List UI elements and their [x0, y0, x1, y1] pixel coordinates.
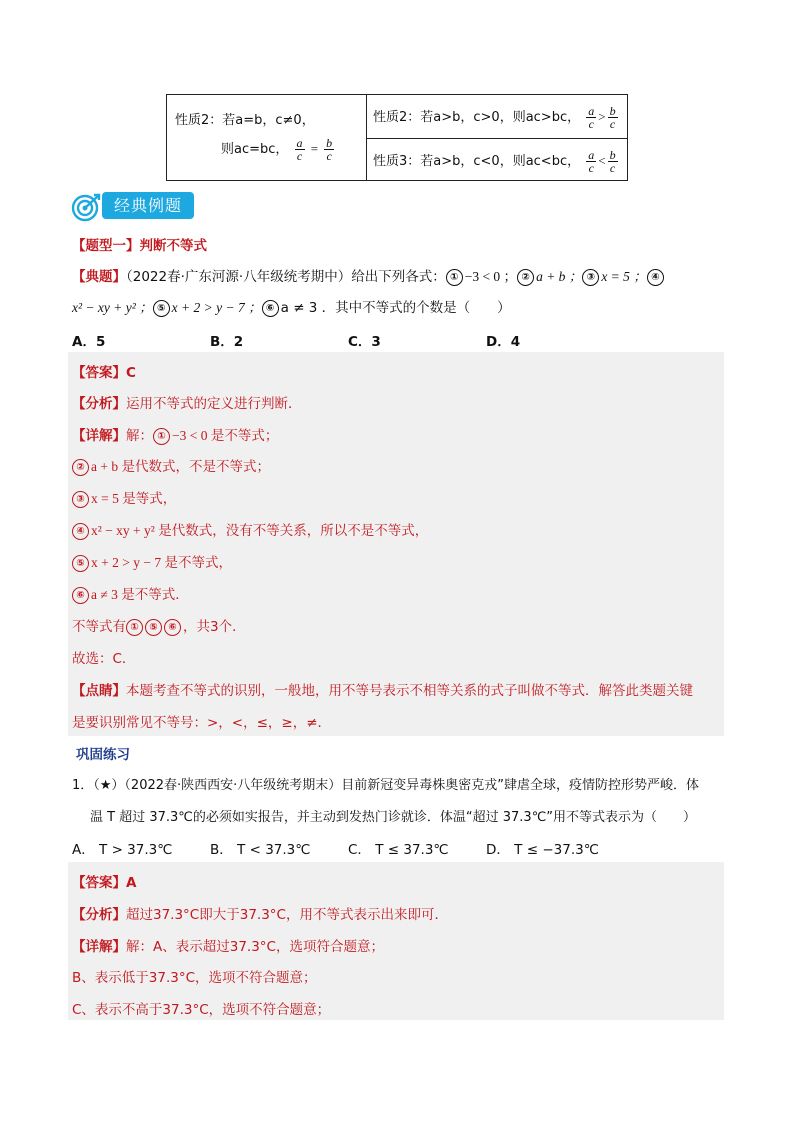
summary-1: 不等式有 ① ⑤ ⑥ ，共3个． [72, 619, 246, 635]
property-table [166, 94, 628, 181]
detail-1-item-3: ③ x = 5 是等式， [72, 487, 176, 508]
detail-2-b: B、表示低于37.3°C，选项不符合题意； [72, 970, 317, 986]
practice-q1-line-1: 1．（★）（2022春·陕西西安·八年级统考期末）目前新冠变异毒株奥密克戎”肆虐全球，疫情防控形势严峻．体 [72, 778, 700, 793]
table-right-bottom: 性质3：若a>b，c<0，则ac<bc， $\frac{a}{c}$ < $\frac{b}{c}$ [373, 148, 616, 175]
table-left-top: 性质2：若a=b，c≠0， [175, 113, 315, 128]
type-heading: 【题型一】判断不等式 [72, 238, 207, 254]
comment-1-line-2: 是要识别常见不等号：>，<，≤，≥，≠． [72, 715, 332, 731]
practice-option-a: A． T > 37.3℃ [72, 842, 173, 858]
answer-1: 【答案】C [72, 365, 136, 381]
detail-2: 【详解】解：A、表示超过37.3°C，选项符合题意； [72, 939, 384, 955]
fraction-b-over-c: $\frac{b}{c}$ [326, 136, 333, 163]
option-c: C．3 [348, 334, 381, 350]
option-a: A．5 [72, 334, 106, 350]
detail-1-item-4: ④ x² − xy + y² 是代数式，没有不等关系，所以不是不等式， [72, 519, 428, 540]
analysis-1: 【分析】运用不等式的定义进行判断． [72, 396, 302, 412]
practice-option-c: C． T ≤ 37.3℃ [348, 842, 449, 858]
example-line-1: 【典题】（2022春·广东河源·八年级统考期中）给出下列各式： ① −3 < 0 ； ② a + b ； ③ x = 5 ； ④ [72, 265, 666, 286]
detail-1-item-2: ② a + b 是代数式，不是不等式； [72, 455, 270, 476]
table-left-bottom: 则ac=bc， $\frac{a}{c}$ = $\frac{b}{c}$ [221, 136, 333, 163]
target-icon [70, 192, 102, 222]
detail-1-item-5: ⑤ x + 2 > y − 7 是不等式， [72, 551, 232, 572]
practice-option-d: D． T ≤ −37.3℃ [486, 842, 599, 858]
detail-2-c: C、表示不高于37.3°C，选项不符合题意； [72, 1002, 331, 1018]
example-line-2: x² − xy + y² ； ⑤ x + 2 > y − 7 ； ⑥ a ≠ 3 ．其中不等式的个数是（ ） [72, 300, 511, 316]
option-b: B．2 [210, 334, 244, 350]
section-banner: 经典例题 [102, 192, 194, 219]
practice-heading: 巩固练习 [76, 747, 130, 763]
practice-option-b: B． T < 37.3℃ [210, 842, 311, 858]
table-divider-horizontal [366, 138, 627, 139]
analysis-2: 【分析】超过37.3°C即大于37.3°C，用不等式表示出来即可． [72, 907, 448, 923]
practice-q1-line-2: 温 T 超过 37.3℃的必须如实报告，并主动到发热门诊就诊．体温“超过 37.3℃”用不等式表示为（ ） [90, 810, 697, 825]
fraction-a-over-c: $\frac{a}{c}$ [296, 136, 303, 163]
detail-1: 【详解】解： ① −3 < 0 是不等式； [72, 428, 279, 444]
comment-1: 【点睛】本题考查不等式的识别，一般地，用不等号表示不相等关系的式子叫做不等式．解答此类题关键 [72, 683, 693, 699]
answer-2: 【答案】A [72, 875, 137, 891]
option-d: D．4 [486, 334, 521, 350]
choose-1: 故选：C． [72, 651, 136, 667]
detail-1-item-6: ⑥ a ≠ 3 是不等式． [72, 583, 189, 604]
table-right-top: 性质2：若a>b，c>0，则ac>bc， $\frac{a}{c}$ > $\frac{b}{c}$ [373, 104, 616, 131]
